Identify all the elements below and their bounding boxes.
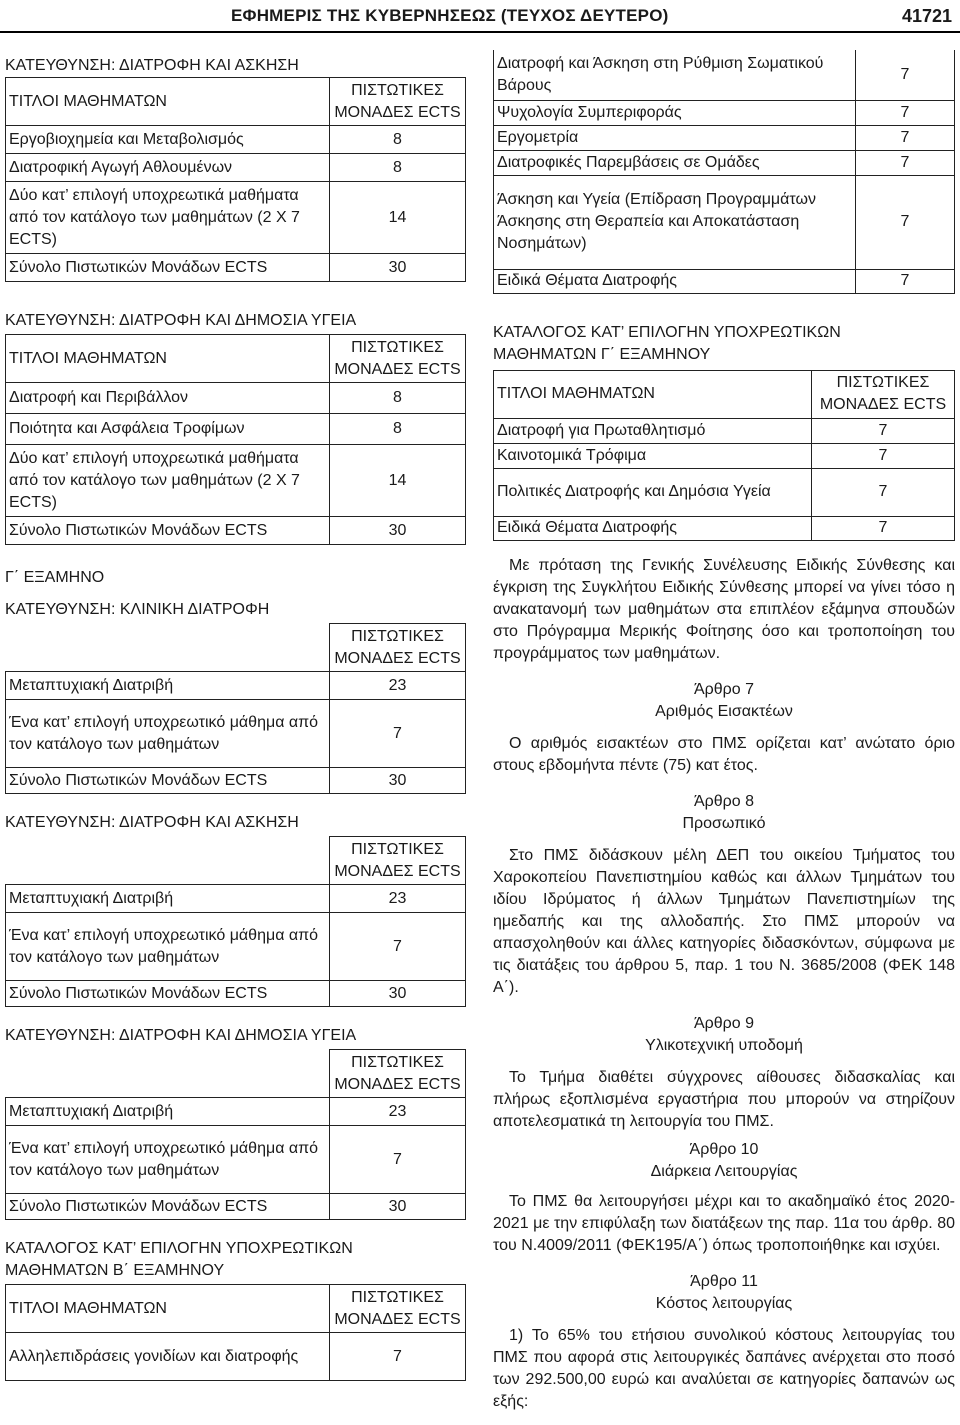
header-rule [0, 31, 960, 33]
article-title: Κόστος λειτουργίας [655, 1294, 793, 1312]
course-name: Ένα κατ’ επιλογή υποχρεωτικό μάθημα από τον κατάλογο των μαθημάτων [6, 913, 330, 981]
total-label: Σύνολο Πιστωτικών Μονάδων ECTS [6, 981, 330, 1007]
ects-table [5, 1284, 466, 1381]
ects-table [5, 77, 466, 282]
total-label: Σύνολο Πιστωτικών Μονάδων ECTS [6, 254, 330, 282]
course-ects: 8 [330, 383, 466, 414]
course-name: Διατροφικές Παρεμβάσεις σε Ομάδες [494, 150, 856, 175]
table-header-row [494, 370, 955, 418]
article-body: 1) Το 65% του ετήσιου συνολικού κόστους λειτουργίας του ΠΜΣ που αφορά στις λειτουργικές δαπάνες ανέρχεται στο ποσό των 292.500,00 ευρώ και αναλύεται σε κατηγορίες δαπανών ως εξής: [493, 1326, 955, 1410]
col-header-ects: ΠΙΣΤΩΤΙΚΕΣ ΜΟΝΑΔΕΣ ECTS [330, 837, 466, 885]
col-header-ects: ΠΙΣΤΩΤΙΚΕΣ ΜΟΝΑΔΕΣ ECTS [330, 624, 466, 672]
course-ects: 8 [330, 126, 466, 154]
article-number: Άρθρο 7 [693, 680, 755, 698]
table-row [6, 981, 466, 1007]
intro-paragraph: Με πρόταση της Γενικής Συνέλευσης Ειδικής Σύνθεσης και έγκριση της Συγκλήτου Ειδικής Σύνθεσης μπορεί να γίνει τόσο η ανακατανομή των μαθημάτων στα επιπλέον εξάμηνα σπουδών στο Πρόγραμμα Μερικής Φοίτησης όσο και τροποποίηση του προγράμματος των μαθημάτων. [493, 556, 955, 662]
col-header-blank [6, 1050, 330, 1098]
semester-heading: Γ΄ ΕΞΑΜΗΝΟ [5, 569, 105, 586]
table-row [6, 126, 466, 154]
col-header-blank [6, 837, 330, 885]
article-number: Άρθρο 11 [690, 1272, 758, 1290]
course-ects: 7 [812, 443, 955, 468]
course-ects: 7 [856, 125, 955, 150]
article-title: Αριθμός Εισακτέων [655, 702, 793, 720]
section-title: ΚΑΤΕΥΘΥΝΣΗ: ΔΙΑΤΡΟΦΗ ΚΑΙ ΑΣΚΗΣΗ [5, 57, 299, 74]
article-body: Το Τμήμα διαθέτει σύγχρονες αίθουσες διδασκαλίας και πλήρως εξοπλισμένα εργαστήρια που μπορούν να στηρίζουν αποτελεσματικά τη λειτουργία του ΠΜΣ. [493, 1068, 955, 1130]
ects-table [5, 334, 466, 545]
table-row [6, 445, 466, 517]
right-column [493, 50, 955, 1413]
ects-table [5, 836, 466, 1007]
table-header-row [6, 624, 466, 672]
course-name: Εργοβιοχημεία και Μεταβολισμός [6, 126, 330, 154]
total-label: Σύνολο Πιστωτικών Μονάδων ECTS [6, 517, 330, 545]
left-column [5, 50, 466, 1381]
course-ects: 8 [330, 154, 466, 182]
table-row [6, 1194, 466, 1220]
course-ects: 7 [330, 1126, 466, 1194]
table-row [6, 254, 466, 282]
course-name: Δύο κατ’ επιλογή υποχρεωτικά μαθήματα από τον κατάλογο των μαθημάτων (2 Χ 7 ECTS) [6, 182, 330, 254]
page-number: 41721 [901, 6, 952, 26]
col-header-ects: ΠΙΣΤΩΤΙΚΕΣ ΜΟΝΑΔΕΣ ECTS [330, 78, 466, 126]
table-header-row [6, 78, 466, 126]
col-header-titles: ΤΙΤΛΟΙ ΜΑΘΗΜΑΤΩΝ [494, 370, 812, 418]
article-body: Το ΠΜΣ θα λειτουργήσει μέχρι και το ακαδημαϊκό έτος 2020-2021 με την επιφύλαξη των διατάξεων της παρ. 11α του άρθρ. 80 του Ν.4009/2011 (ΦΕΚ195/Α΄) όπως τροποποιήθηκε και ισχύει. [493, 1192, 955, 1254]
col-header-ects: ΠΙΣΤΩΤΙΚΕΣ ΜΟΝΑΔΕΣ ECTS [330, 335, 466, 383]
table-row [6, 1333, 466, 1381]
course-ects: 7 [812, 418, 955, 443]
course-ects: 23 [330, 885, 466, 913]
table-row [6, 1098, 466, 1126]
course-ects: 7 [812, 468, 955, 516]
course-ects: 7 [856, 269, 955, 293]
course-name: Διατροφή για Πρωταθλητισμό [494, 418, 812, 443]
col-header-ects: ΠΙΣΤΩΤΙΚΕΣ ΜΟΝΑΔΕΣ ECTS [812, 370, 955, 418]
table-row [6, 885, 466, 913]
course-ects: 14 [330, 182, 466, 254]
table-header-row [6, 1285, 466, 1333]
course-name: Καινοτομικά Τρόφιμα [494, 443, 812, 468]
total-label: Σύνολο Πιστωτικών Μονάδων ECTS [6, 1194, 330, 1220]
table-row [494, 516, 955, 540]
table-row [494, 50, 955, 100]
course-name: Διατροφή και Περιβάλλον [6, 383, 330, 414]
section-title: ΚΑΤΕΥΘΥΝΣΗ: ΚΛΙΝΙΚΗ ΔΙΑΤΡΟΦΗ [5, 601, 270, 618]
table-row [6, 517, 466, 545]
course-name: Ένα κατ’ επιλογή υποχρεωτικό μάθημα από τον κατάλογο των μαθημάτων [6, 700, 330, 768]
table-header-row [6, 1050, 466, 1098]
ects-table [5, 1049, 466, 1220]
table-row [494, 150, 955, 175]
article-title: Διάρκεια Λειτουργίας [650, 1162, 798, 1180]
table-row [6, 768, 466, 794]
article-number: Άρθρο 9 [693, 1014, 755, 1032]
course-name: Ψυχολογία Συμπεριφοράς [494, 100, 856, 125]
course-ects: 7 [330, 700, 466, 768]
course-ects: 23 [330, 672, 466, 700]
table-row [6, 1126, 466, 1194]
course-ects: 8 [330, 414, 466, 445]
table-row [494, 100, 955, 125]
table-row [6, 913, 466, 981]
table-row [6, 414, 466, 445]
col-header-blank [6, 624, 330, 672]
article-body: Ο αριθμός εισακτέων στο ΠΜΣ ορίζεται κατ’ ανώτατο όριο στους εβδομήντα πέντε (75) κατ έτος. [493, 734, 955, 774]
total-ects: 30 [330, 517, 466, 545]
article-title: Προσωπικό [682, 814, 766, 832]
course-name: Μεταπτυχιακή Διατριβή [6, 1098, 330, 1126]
total-ects: 30 [330, 981, 466, 1007]
table-header-row [6, 335, 466, 383]
table-row [494, 418, 955, 443]
col-header-titles: ΤΙΤΛΟΙ ΜΑΘΗΜΑΤΩΝ [6, 335, 330, 383]
table-row [494, 443, 955, 468]
page-header [0, 0, 960, 30]
course-name: Εργομετρία [494, 125, 856, 150]
section-title: ΚΑΤΑΛΟΓΟΣ ΚΑΤ’ ΕΠΙΛΟΓΗΝ ΥΠΟΧΡΕΩΤΙΚΩΝ ΜΑΘΗΜΑΤΩΝ Β΄ ΕΞΑΜΗΝΟΥ [5, 1240, 353, 1279]
course-name: Δύο κατ’ επιλογή υποχρεωτικά μαθήματα από τον κατάλογο των μαθημάτων (2 Χ 7 ECTS) [6, 445, 330, 517]
table-row [6, 700, 466, 768]
table-row [6, 672, 466, 700]
course-ects: 7 [330, 913, 466, 981]
gazette-title: ΕΦΗΜΕΡΙΣ ΤΗΣ ΚΥΒΕΡΝΗΣΕΩΣ (ΤΕΥΧΟΣ ΔΕΥΤΕΡΟ) [231, 6, 669, 25]
table-row [494, 269, 955, 293]
course-name: Διατροφική Αγωγή Αθλουμένων [6, 154, 330, 182]
ects-table [493, 370, 955, 541]
course-name: Πολιτικές Διατροφής και Δημόσια Υγεία [494, 468, 812, 516]
col-header-ects: ΠΙΣΤΩΤΙΚΕΣ ΜΟΝΑΔΕΣ ECTS [330, 1285, 466, 1333]
course-name: Διατροφή και Άσκηση στη Ρύθμιση Σωματικού Βάρους [494, 50, 856, 100]
article-body: Στο ΠΜΣ διδάσκουν μέλη ΔΕΠ του οικείου Τμήματος του Χαροκοπείου Πανεπιστημίου καθώς και άλλων Τμημάτων του ιδίου Ιδρύματος ή άλλων Τμημάτων Πανεπιστημίων της ημεδαπής και της αλλοδαπής. Στο ΠΜΣ μπορούν να απασχοληθούν και άλλες κατηγορίες διδασκόντων, σύμφωνα με τις διατάξεις του άρθρου 5, παρ. 1 του Ν. 3685/2008 (ΦΕΚ 148 Α΄). [493, 846, 955, 996]
course-name: Μεταπτυχιακή Διατριβή [6, 672, 330, 700]
table-row [6, 154, 466, 182]
total-ects: 30 [330, 254, 466, 282]
table-header-row [6, 837, 466, 885]
total-ects: 30 [330, 768, 466, 794]
col-header-titles: ΤΙΤΛΟΙ ΜΑΘΗΜΑΤΩΝ [6, 1285, 330, 1333]
ects-table-continued [493, 50, 955, 294]
course-name: Ποιότητα και Ασφάλεια Τροφίμων [6, 414, 330, 445]
total-label: Σύνολο Πιστωτικών Μονάδων ECTS [6, 768, 330, 794]
course-name: Άσκηση και Υγεία (Επίδραση Προγραμμάτων Άσκησης στη Θεραπεία και Αποκατάσταση Νοσημάτων) [494, 175, 856, 269]
course-ects: 7 [856, 175, 955, 269]
section-title: ΚΑΤΕΥΘΥΝΣΗ: ΔΙΑΤΡΟΦΗ ΚΑΙ ΑΣΚΗΣΗ [5, 814, 299, 831]
table-row [494, 468, 955, 516]
section-title: ΚΑΤΑΛΟΓΟΣ ΚΑΤ’ ΕΠΙΛΟΓΗΝ ΥΠΟΧΡΕΩΤΙΚΩΝ ΜΑΘΗΜΑΤΩΝ Γ΄ ΕΞΑΜΗΝΟΥ [493, 323, 841, 363]
course-ects: 7 [856, 100, 955, 125]
course-ects: 23 [330, 1098, 466, 1126]
course-ects: 7 [856, 150, 955, 175]
col-header-titles: ΤΙΤΛΟΙ ΜΑΘΗΜΑΤΩΝ [6, 78, 330, 126]
section-title: ΚΑΤΕΥΘΥΝΣΗ: ΔΙΑΤΡΟΦΗ ΚΑΙ ΔΗΜΟΣΙΑ ΥΓΕΙΑ [5, 1027, 357, 1044]
course-ects: 7 [856, 50, 955, 100]
ects-table [5, 623, 466, 794]
course-ects: 7 [812, 516, 955, 540]
article-number: Άρθρο 10 [689, 1140, 759, 1158]
table-row [6, 383, 466, 414]
course-name: Ένα κατ’ επιλογή υποχρεωτικό μάθημα από τον κατάλογο των μαθημάτων [6, 1126, 330, 1194]
course-ects: 7 [330, 1333, 466, 1381]
col-header-ects: ΠΙΣΤΩΤΙΚΕΣ ΜΟΝΑΔΕΣ ECTS [330, 1050, 466, 1098]
article-title: Υλικοτεχνική υποδομή [645, 1036, 803, 1054]
article-number: Άρθρο 8 [693, 792, 755, 810]
course-name: Ειδικά Θέματα Διατροφής [494, 269, 856, 293]
course-ects: 14 [330, 445, 466, 517]
section-title: ΚΑΤΕΥΘΥΝΣΗ: ΔΙΑΤΡΟΦΗ ΚΑΙ ΔΗΜΟΣΙΑ ΥΓΕΙΑ [5, 312, 357, 329]
table-row [6, 182, 466, 254]
table-row [494, 125, 955, 150]
course-name: Μεταπτυχιακή Διατριβή [6, 885, 330, 913]
table-row [494, 175, 955, 269]
course-name: Αλληλεπιδράσεις γονιδίων και διατροφής [6, 1333, 330, 1381]
total-ects: 30 [330, 1194, 466, 1220]
course-name: Ειδικά Θέματα Διατροφής [494, 516, 812, 540]
